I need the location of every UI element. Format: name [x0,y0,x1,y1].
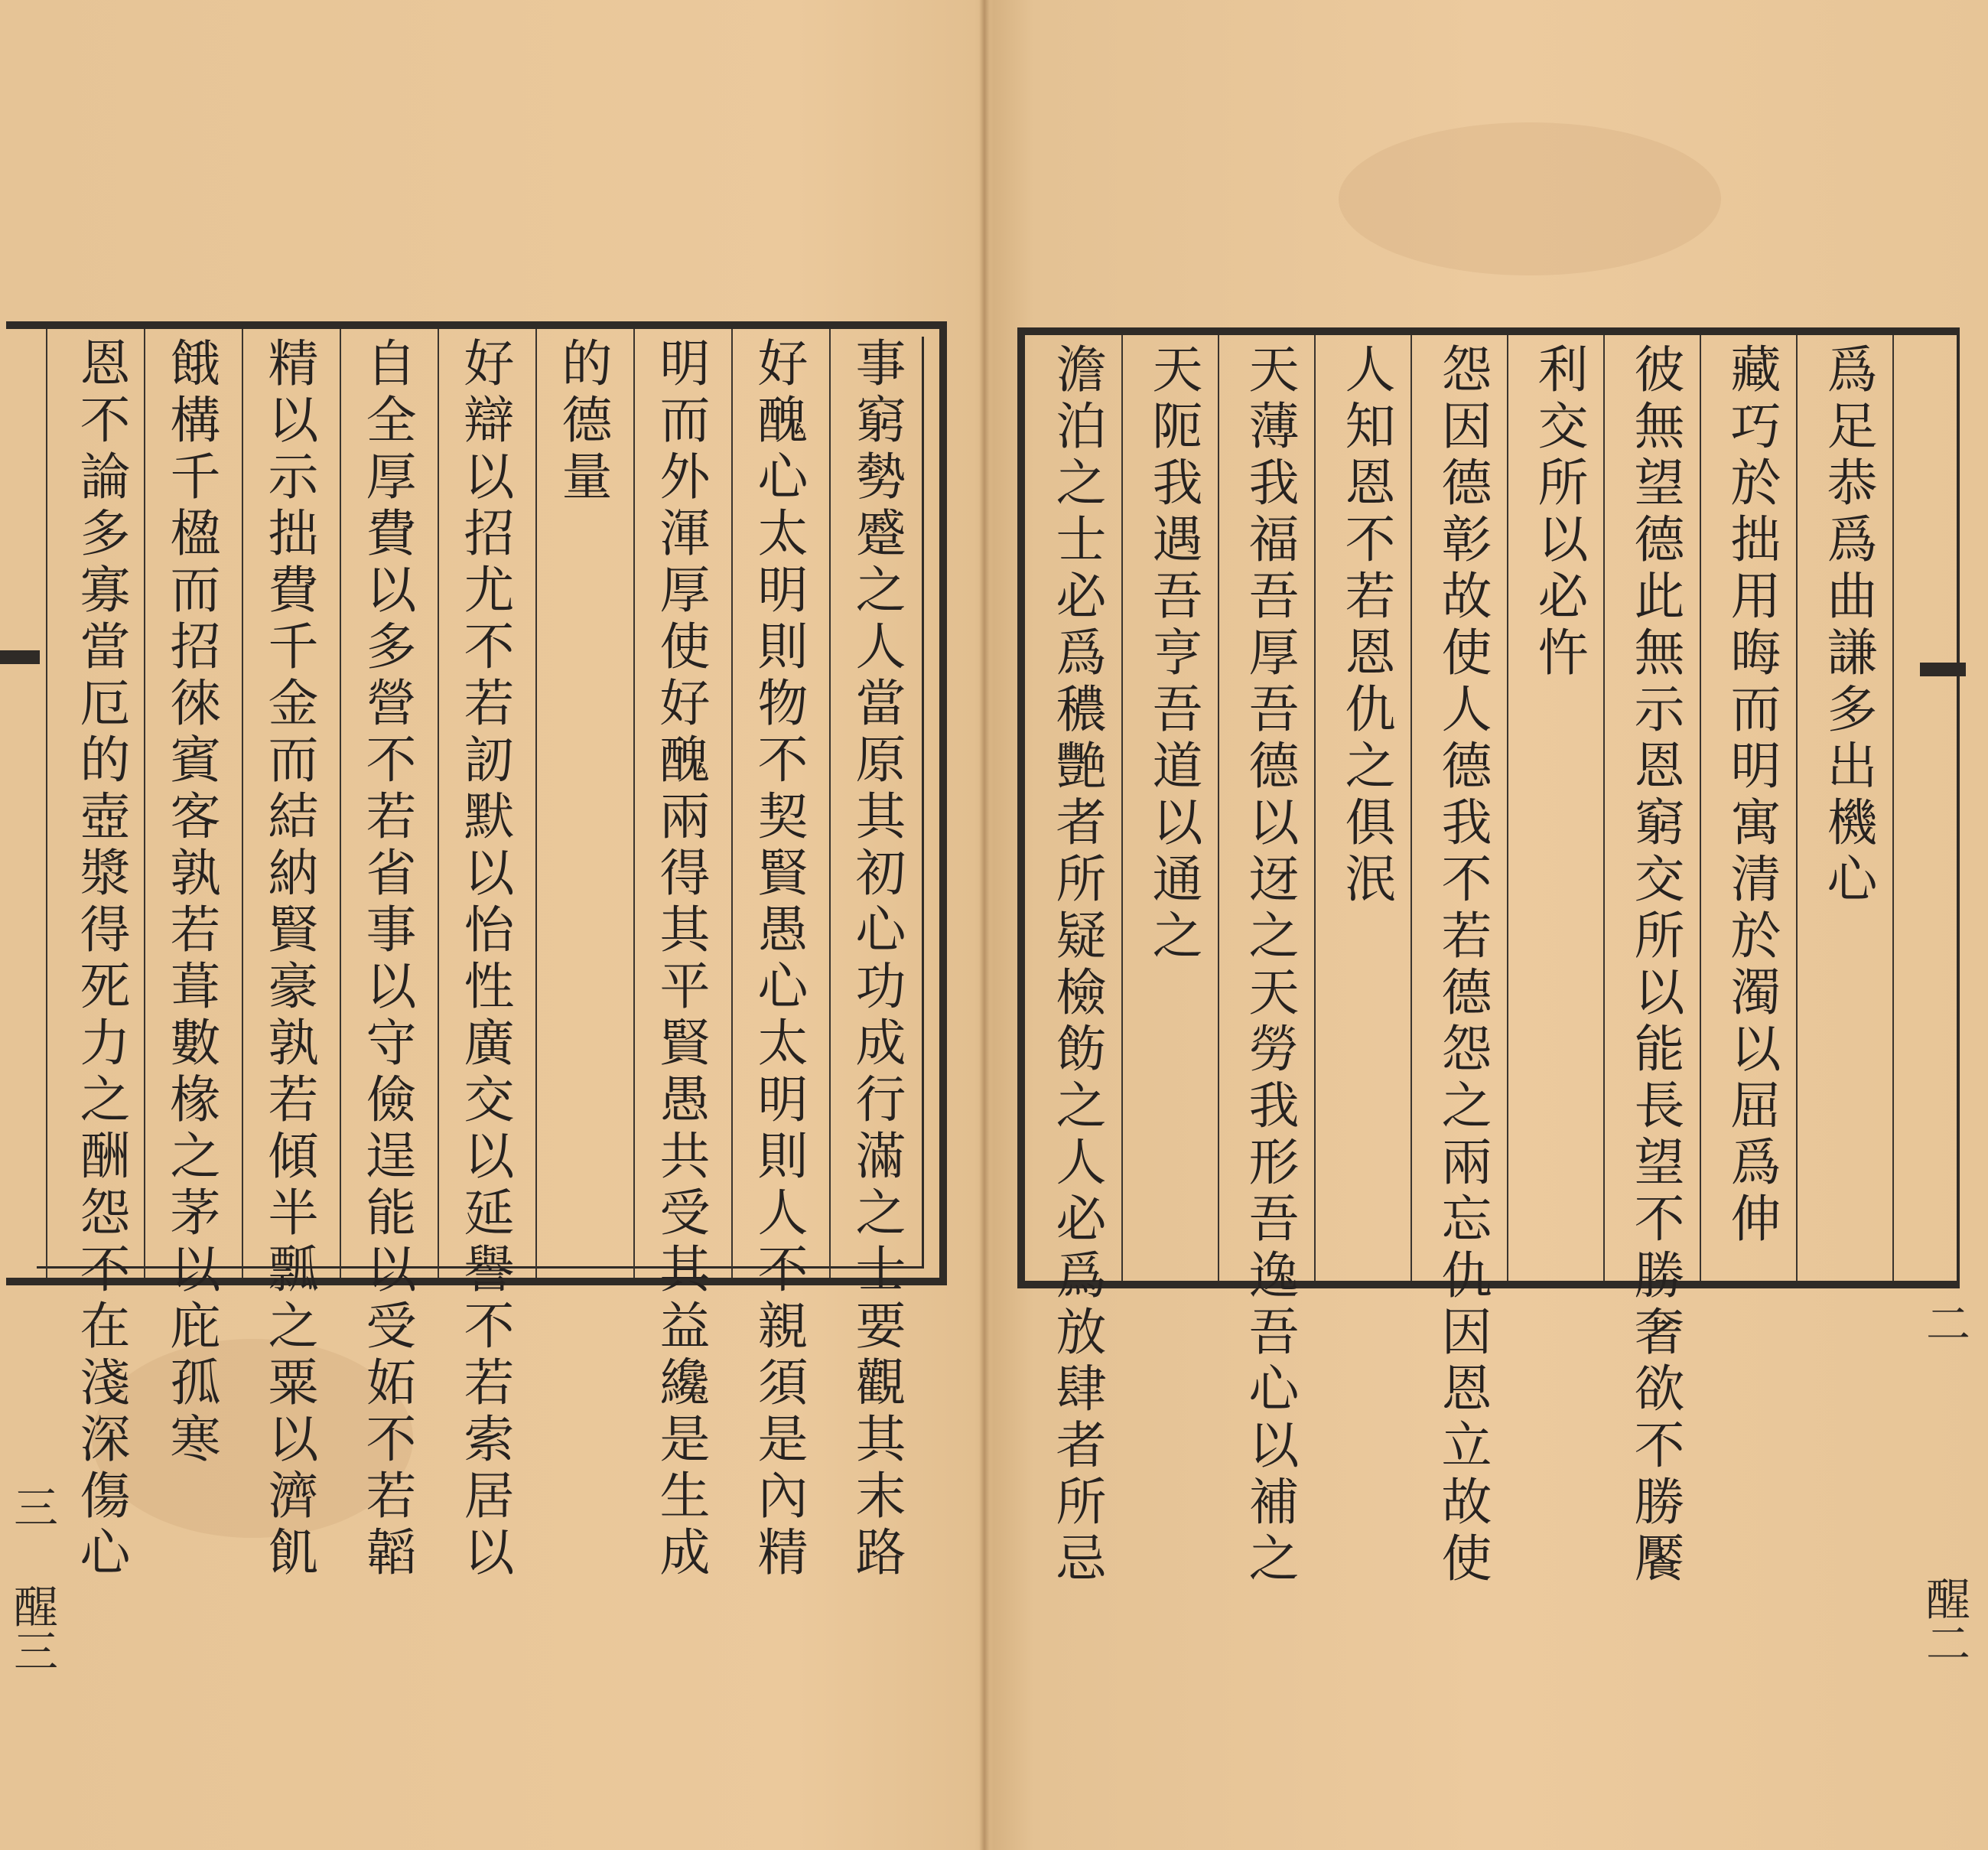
paper-stain [1339,122,1721,275]
text-column: 人知恩不若恩仇之俱泯 [1336,343,1395,909]
text-column: 明而外渾厚使好醜兩得其平賢愚共受其益纔是生成 [651,337,710,1582]
text-column: 爲足恭爲曲謙多出機心 [1818,343,1877,909]
text-column: 自全厚費以多營不若省事以守儉逞能以受妬不若韜 [357,337,416,1582]
column-divider [438,329,439,1278]
column-divider [1410,335,1412,1281]
folio-number: 三 [6,1484,58,1529]
text-column: 恩不論多寡當厄的壺漿得死力之酬怨不在淺深傷心 [71,337,130,1582]
column-divider [633,329,635,1278]
right-page-frame [1017,327,1960,1588]
column-divider [144,329,145,1278]
text-column: 藏巧於拙用晦而明寓清於濁以屈爲伸 [1722,343,1781,1249]
column-divider [1218,335,1219,1281]
text-column: 的德量 [553,337,612,506]
column-divider [1507,335,1508,1281]
text-column: 利交所以必忤 [1529,343,1588,682]
left-page-frame [6,321,947,1582]
folio-number: 二 [1918,1301,1970,1345]
column-divider [535,329,537,1278]
fishtail-mark [1920,663,1966,676]
text-column: 事窮勢蹙之人當原其初心功成行滿之士要觀其末路 [847,337,906,1582]
column-divider [1314,335,1316,1281]
column-divider [1603,335,1605,1281]
text-column: 好醜心太明則物不契賢愚心太明則人不親須是內精 [749,337,808,1582]
text-column: 天薄我福吾厚吾德以迓之天勞我形吾逸吾心以補之 [1240,343,1299,1588]
column-divider [1892,335,1894,1281]
text-column: 澹泊之士必爲穠艷者所疑檢飭之人必爲放肆者所忌 [1047,343,1106,1588]
column-divider [46,329,47,1278]
column-divider [1121,335,1123,1281]
text-column: 彼無望德此無示恩窮交所以能長望不勝奢欲不勝饜 [1625,343,1684,1588]
text-column: 精以示拙費千金而結納賢豪孰若傾半瓢之粟以濟飢 [259,337,318,1582]
folio-label: 醒三 [6,1584,58,1672]
column-divider [829,329,831,1278]
column-divider [340,329,341,1278]
text-column: 好辯以招尤不若訒默以怡性廣交以延譽不若索居以 [455,337,514,1582]
text-column: 餓構千楹而招徠賓客孰若葺數椽之茅以庇孤寒 [161,337,220,1469]
folio-label: 醒二 [1918,1576,1970,1665]
fishtail-mark [0,650,40,664]
book-gutter [979,0,990,1850]
column-divider [1700,335,1701,1281]
text-column: 怨因德彰故使人德我不若德怨之兩忘仇因恩立故使 [1433,343,1492,1588]
text-column: 天阨我遇吾亨吾道以通之 [1144,343,1202,966]
column-divider [1796,335,1798,1281]
column-divider [731,329,733,1278]
column-divider [242,329,243,1278]
